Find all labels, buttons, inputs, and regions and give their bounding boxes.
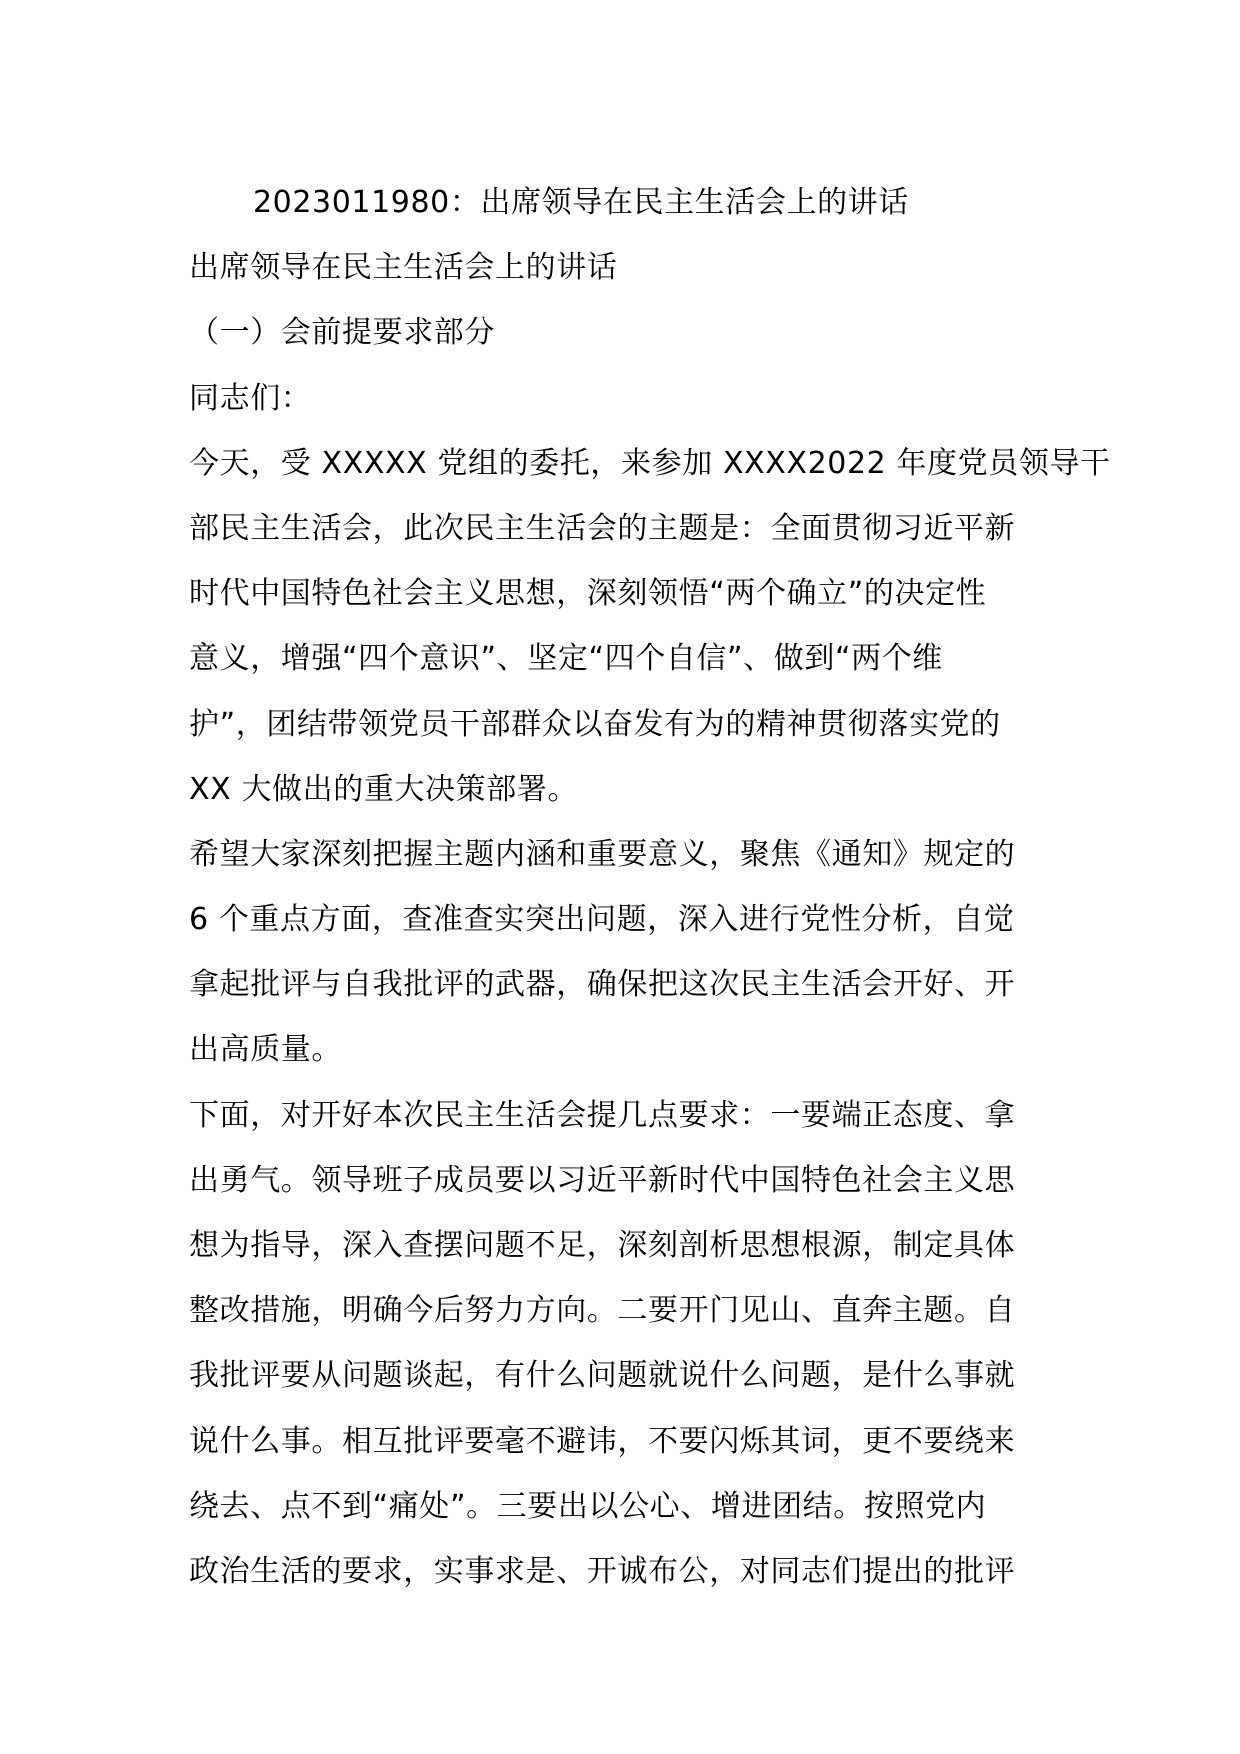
text-line: 意义，增强“四个意识”、坚定“四个自信”、做到“两个维 bbox=[189, 641, 943, 677]
text-line: 想为指导，深入查摆问题不足，深刻剖析思想根源，制定具体 bbox=[189, 1228, 1016, 1263]
text-line: 希望大家深刻把握主题内涵和重要意义，聚焦《通知》规定的 bbox=[189, 836, 1016, 872]
section-heading: （一）会前提要求部分 bbox=[189, 315, 495, 351]
speech-heading: 出席领导在民主生活会上的讲话 bbox=[189, 250, 618, 286]
text-line: 今天，受 XXXXX 党组的委托，来参加 XXXX2022 年度党员领导干 bbox=[189, 445, 1111, 481]
text-line: 拿起批评与自我批评的武器，确保把这次民主生活会开好、开 bbox=[189, 967, 1016, 1003]
text-line: 部民主生活会，此次民主生活会的主题是：全面贯彻习近平新 bbox=[189, 510, 1016, 546]
text-line: 我批评要从问题谈起，有什么问题就说什么问题，是什么事就 bbox=[189, 1358, 1016, 1394]
text-line: XX 大做出的重大决策部署。 bbox=[189, 771, 579, 807]
text-line: 时代中国特色社会主义思想，深刻领悟“两个确立”的决定性 bbox=[189, 576, 987, 612]
text-line: 护”，团结带领党员干部群众以奋发有为的精神贯彻落实党的 bbox=[189, 706, 1001, 742]
text-line: 整改措施，明确今后努力方向。二要开门见山、直奔主题。自 bbox=[189, 1293, 1016, 1329]
text-line: 出高质量。 bbox=[189, 1032, 342, 1068]
document-title-line: 2023011980：出席领导在民主生活会上的讲话 bbox=[253, 185, 909, 220]
text-line: 6 个重点方面，查准查实突出问题，深入进行党性分析，自觉 bbox=[189, 902, 1015, 938]
text-line: 说什么事。相互批评要毫不避讳，不要闪烁其词，更不要绕来 bbox=[189, 1423, 1016, 1459]
salutation: 同志们： bbox=[189, 380, 312, 416]
document-body bbox=[189, 170, 1111, 1604]
text-line: 绕去、点不到“痛处”。三要出以公心、增进团结。按照党内 bbox=[189, 1488, 987, 1524]
text-line: 出勇气。领导班子成员要以习近平新时代中国特色社会主义思 bbox=[189, 1162, 1016, 1198]
text-line: 下面，对开好本次民主生活会提几点要求：一要端正态度、拿 bbox=[189, 1097, 1016, 1133]
text-line: 政治生活的要求，实事求是、开诚布公，对同志们提出的批评 bbox=[189, 1553, 1016, 1589]
